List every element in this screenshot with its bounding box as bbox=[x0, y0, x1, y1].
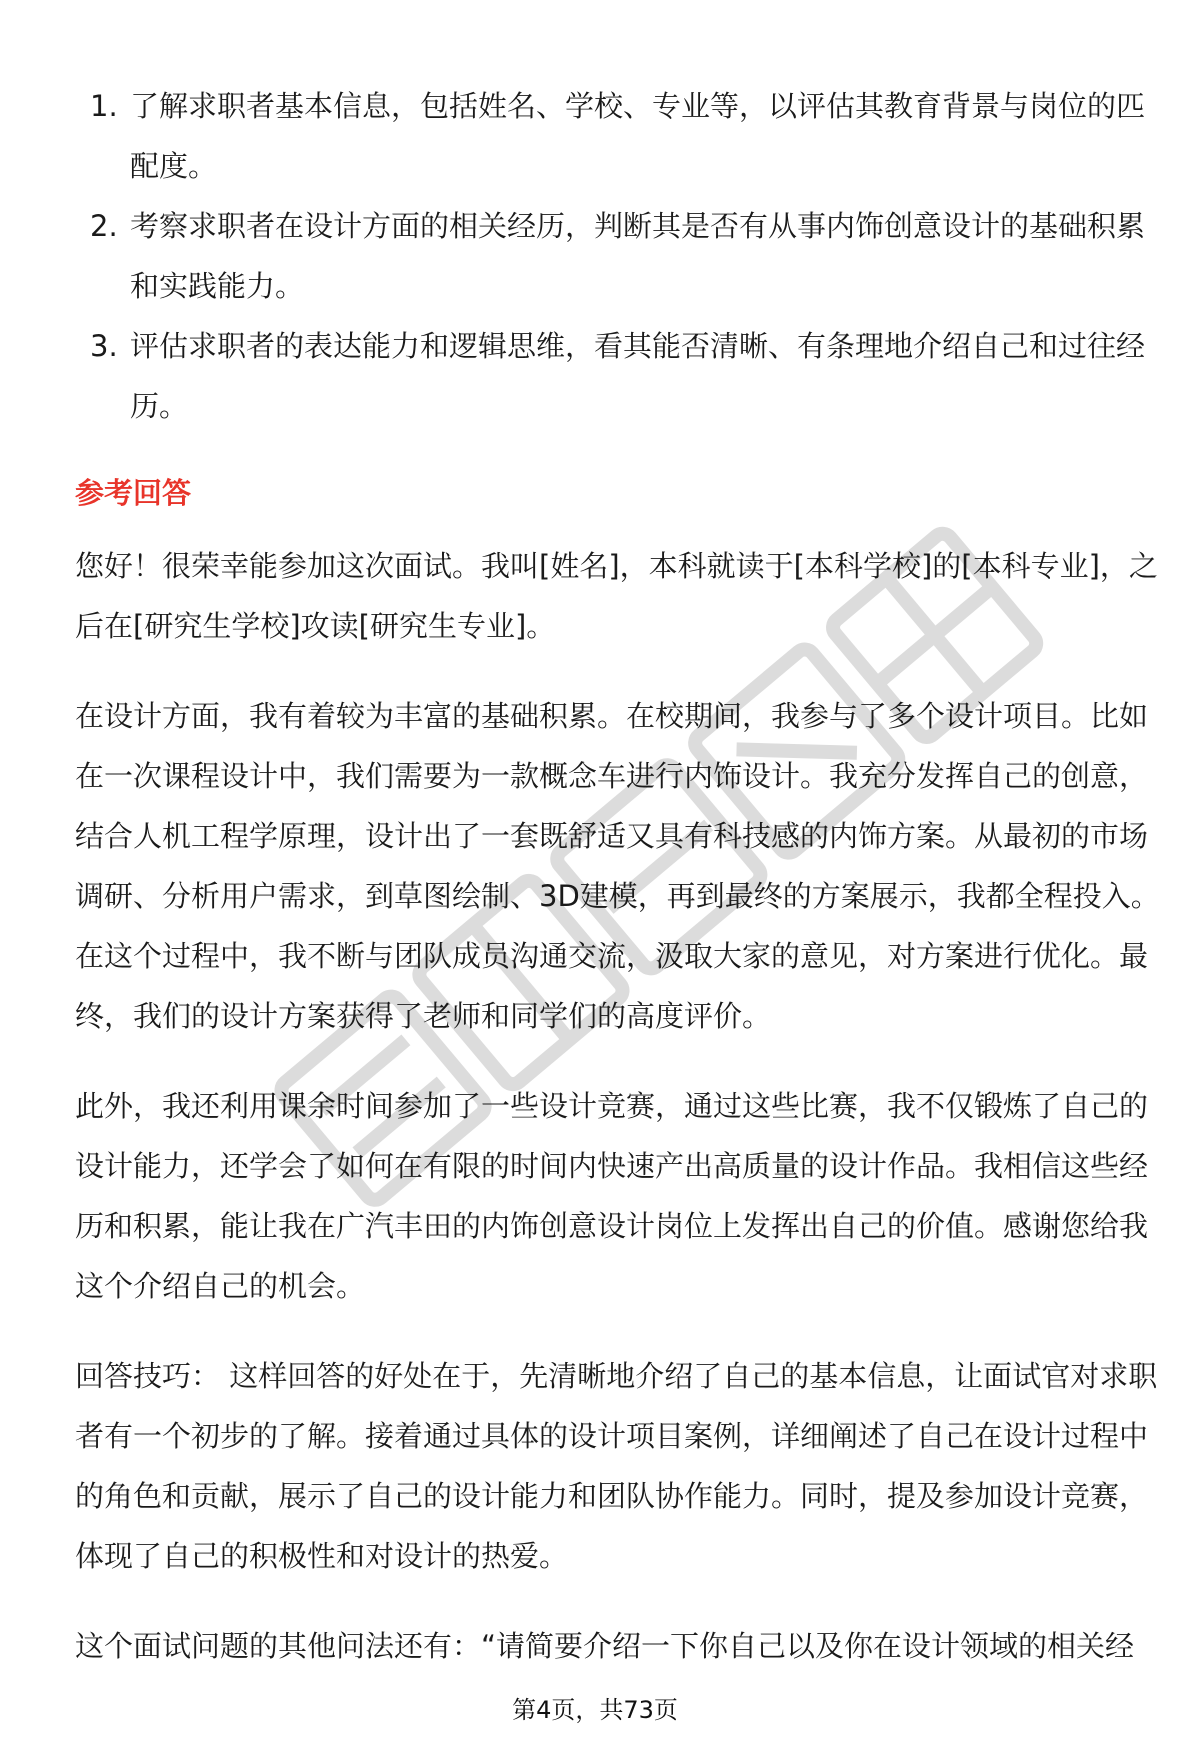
list-item-text: 评估求职者的表达能力和逻辑思维，看其能否清晰、有条理地介绍自己和过往经历。 bbox=[130, 329, 1146, 423]
list-item-number: 3. bbox=[90, 329, 118, 363]
list-item bbox=[72, 316, 1172, 436]
section-title: 参考回答 bbox=[75, 476, 192, 510]
answer-paragraph-competitions: 此外，我还利用课余时间参加了一些设计竞赛，通过这些比赛，我不仅锻炼了自己的设计能力，还学会了如何在有限的时间内快速产出高质量的设计作品。我相信这些经历和积累，能让我在广汽丰田的内饰创意设计岗位上发挥出自己的价值。感谢您给我这个介绍自己的机会。 bbox=[75, 1089, 1149, 1303]
page-number-footer: 第4页，共73页 bbox=[512, 1696, 678, 1724]
list-item-number: 2. bbox=[90, 209, 118, 243]
criteria-list bbox=[72, 76, 1172, 436]
list-item-text: 了解求职者基本信息，包括姓名、学校、专业等，以评估其教育背景与岗位的匹配度。 bbox=[130, 89, 1146, 183]
list-item bbox=[72, 196, 1172, 316]
alternative-questions-paragraph: 这个面试问题的其他问法还有：“请简要介绍一下你自己以及你在设计领域的相关经 bbox=[75, 1629, 1135, 1663]
list-item-number: 1. bbox=[90, 89, 118, 123]
answer-tips-paragraph: 回答技巧： 这样回答的好处在于，先清晰地介绍了自己的基本信息，让面试官对求职者有一个初步的了解。接着通过具体的设计项目案例，详细阐述了自己在设计过程中的角色和贡献，展示了自己的设计能力和团队协作能力。同时，提及参加设计竞赛，体现了自己的积极性和对设计的热爱。 bbox=[75, 1359, 1158, 1573]
answer-paragraph-design: 在设计方面，我有着较为丰富的基础积累。在校期间，我参与了多个设计项目。比如在一次课程设计中，我们需要为一款概念车进行内饰设计。我充分发挥自己的创意，结合人机工程学原理，设计出了一套既舒适又具有科技感的内饰方案。从最初的市场调研、分析用户需求，到草图绘制、3D建模，再到最终的方案展示，我都全程投入。在这个过程中，我不断与团队成员沟通交流，汲取大家的意见，对方案进行优化。最终，我们的设计方案获得了老师和同学们的高度评价。 bbox=[75, 699, 1160, 1033]
answer-paragraph-intro: 您好！很荣幸能参加这次面试。我叫[姓名]，本科就读于[本科学校]的[本科专业]，之后在[研究生学校]攻读[研究生专业]。 bbox=[75, 549, 1158, 643]
list-item bbox=[72, 76, 1172, 196]
list-item-text: 考察求职者在设计方面的相关经历，判断其是否有从事内饰创意设计的基础积累和实践能力。 bbox=[130, 209, 1146, 303]
